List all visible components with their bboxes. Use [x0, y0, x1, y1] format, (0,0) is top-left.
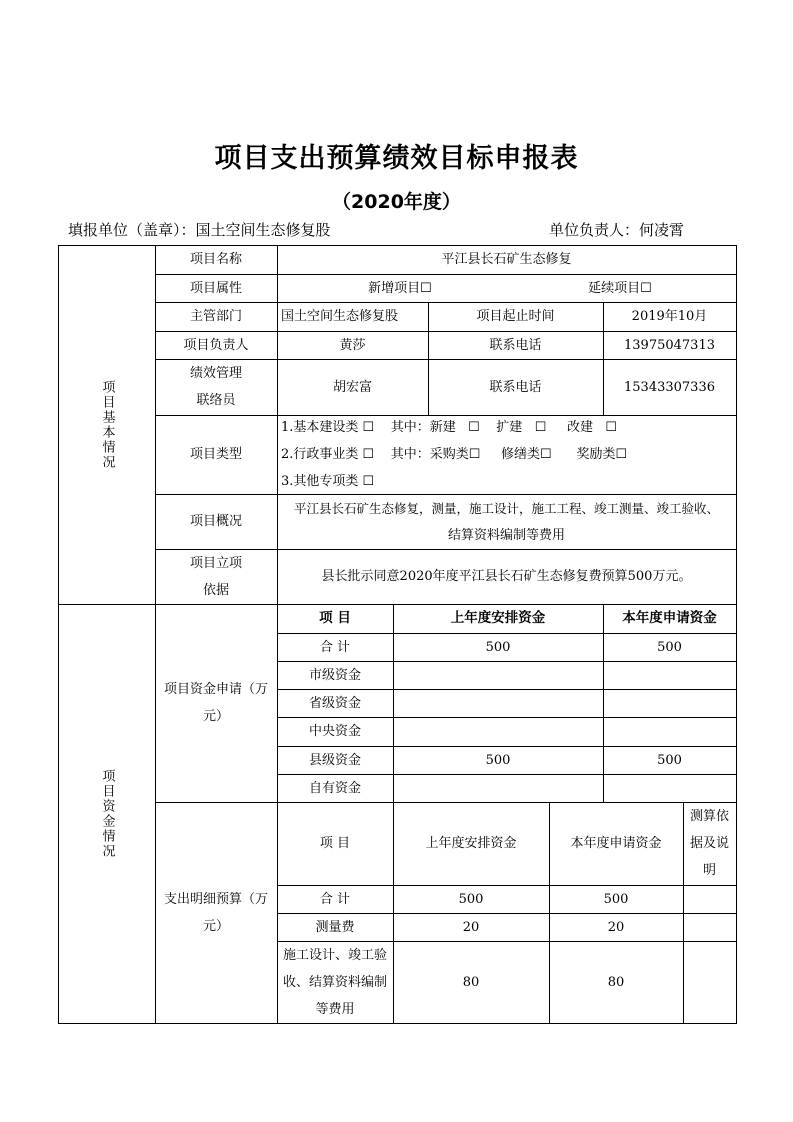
- detail-header-last: 上年度安排资金: [425, 836, 517, 851]
- table-cell: [393, 689, 603, 717]
- table-cell: [603, 774, 736, 802]
- overview-value: 平江县长石矿生态修复，测量，施工设计，施工工程、竣工测量、竣工验收、 结算资料编制等费用: [293, 500, 719, 543]
- basis-label: 项目立项 依据: [189, 555, 242, 598]
- detail-header-basis: 测算依 据及说 明: [689, 809, 729, 878]
- table-cell: 500: [657, 752, 682, 768]
- perf-contact-label: 绩效管理 联络员: [189, 366, 242, 408]
- project-type-options[interactable]: 1.基本建设类 ☐ 其中：新建 ☐ 扩建 ☐ 改建 ☐ 2.行政事业类 ☐ 其中：采购类☐ 修缮类☐ 奖励类☐ 3.其他专项类 ☐: [281, 420, 628, 489]
- project-name-label: 项目名称: [189, 252, 242, 267]
- phone-label: 联系电话: [489, 337, 542, 353]
- table-cell: 80: [607, 975, 625, 990]
- table-row: 合 计: [319, 639, 351, 655]
- period-label: 项目起止时间: [476, 309, 555, 324]
- project-name-value: 平江县长石矿生态修复: [441, 252, 572, 267]
- table-cell: [603, 661, 736, 689]
- table-row: 合 计: [319, 891, 351, 907]
- overview-label: 项目概况: [189, 514, 242, 529]
- apply-header-this: 本年度申请资金: [622, 610, 717, 626]
- basis-value: 县长批示同意2020年度平江县长石矿生态修复费预算500万元。: [321, 569, 692, 584]
- table-cell: [603, 689, 736, 717]
- expense-detail-label: 支出明细预算（万 元）: [163, 892, 268, 934]
- period-value: 2019年10月: [631, 309, 708, 324]
- table-cell: 500: [657, 639, 682, 655]
- perf-contact-value: 胡宏富: [332, 379, 372, 395]
- table-cell: [683, 913, 736, 941]
- basic-section-label: 项目基本情况: [99, 380, 115, 470]
- table-row: 测量费: [315, 919, 355, 935]
- table-cell: [393, 661, 603, 689]
- table-row: 中央资金: [308, 724, 361, 739]
- table-cell: [393, 717, 603, 746]
- table-row: 县级资金: [308, 752, 361, 768]
- table-row: 施工设计、竣工验 收、结算资料编制 等费用: [282, 948, 387, 1017]
- attr-new-checkbox[interactable]: 新增项目☐: [368, 280, 432, 296]
- attr-continue-checkbox[interactable]: 延续项目☐: [588, 280, 652, 296]
- table-row: 市级资金: [308, 667, 361, 683]
- table-cell: 500: [603, 891, 629, 907]
- perf-phone-value: 15343307336: [624, 379, 715, 395]
- table-cell: 80: [462, 975, 480, 990]
- table-cell: [683, 885, 736, 913]
- table-cell: [393, 774, 603, 802]
- fund-apply-label: 项目资金申请（万 元）: [163, 682, 268, 724]
- phone-value: 13975047313: [624, 337, 715, 353]
- detail-header-this: 本年度申请资金: [570, 836, 662, 851]
- table-cell: [603, 717, 736, 746]
- detail-header-item: 项 目: [319, 836, 351, 851]
- table-cell: 500: [458, 891, 484, 907]
- dept-label: 主管部门: [189, 309, 242, 324]
- funds-section-label: 项目资金情况: [99, 769, 115, 859]
- responsible-person: 单位负责人：何凌霄: [549, 221, 685, 239]
- table-row: 省级资金: [308, 695, 361, 711]
- apply-header-item: 项 目: [319, 610, 351, 626]
- dept-value: 国土空间生态修复股: [281, 309, 399, 324]
- table-cell: 500: [485, 639, 511, 655]
- table-cell: 20: [607, 919, 625, 935]
- leader-label: 项目负责人: [183, 337, 249, 353]
- perf-phone-label: 联系电话: [489, 379, 542, 395]
- project-type-label: 项目类型: [189, 447, 242, 462]
- apply-header-last: 上年度安排资金: [450, 610, 546, 626]
- fiscal-year: （2020年度）: [332, 191, 461, 213]
- table-cell: 20: [462, 919, 480, 935]
- table-cell: 500: [485, 752, 511, 768]
- leader-value: 黄莎: [339, 337, 366, 353]
- table-row: 自有资金: [308, 780, 361, 796]
- page-title: 项目支出预算绩效目标申报表: [214, 143, 579, 174]
- fill-unit: 填报单位（盖章）：国土空间生态修复股: [68, 221, 331, 239]
- table-cell: [683, 941, 736, 1024]
- project-attr-label: 项目属性: [189, 280, 242, 296]
